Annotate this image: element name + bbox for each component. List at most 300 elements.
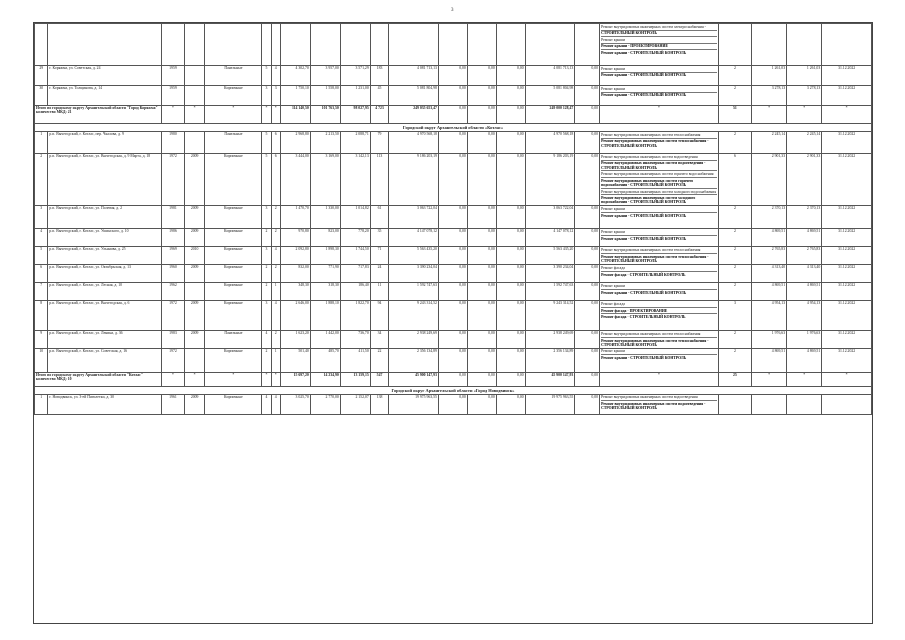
work-item: Ремонт крыши <box>601 66 717 73</box>
cost-municipal: 0,00 <box>496 132 525 154</box>
unit-cost: 2 901,33 <box>751 154 786 206</box>
total-dot: * <box>184 106 205 124</box>
address-cell: р.п. Вычегодский, г. Котлас, ул. Лесная, д. 10 <box>48 283 162 301</box>
total-area: 1 623,20 <box>280 331 310 348</box>
unit-cost: 1 976,63 <box>751 331 786 348</box>
residents-sum: 4 723 <box>370 106 389 124</box>
empty-cell <box>525 24 575 66</box>
work-item: Ремонт внутридомовых инженерных систем водоотведения - СТРОИТЕЛЬНЫЙ КОНТРОЛЬ <box>601 401 706 411</box>
cost-federal: 0,00 <box>438 331 467 348</box>
cost-municipal: 0,00 <box>496 331 525 348</box>
cost-other-sum: 0,00 <box>575 372 600 386</box>
works-cell <box>600 86 719 106</box>
cost-regional: 0,00 <box>467 348 496 372</box>
year-renovated: 2009 <box>184 394 205 414</box>
unit-cost: 4 869,51 <box>751 283 786 301</box>
floors: 2 <box>262 229 271 247</box>
total-area-sum: 114 140,50 <box>280 106 310 124</box>
total-area: 970,80 <box>280 229 310 247</box>
work-item: Ремонт фасада - СТРОИТЕЛЬНЫЙ КОНТРОЛЬ <box>601 272 686 277</box>
address-cell: р.п. Вычегодский, г. Котлас, пер. Чкалова, д. 9 <box>48 132 162 154</box>
cost-other: 0,00 <box>575 66 600 86</box>
total-area: 1 470,70 <box>280 206 310 229</box>
owner-area-sum: 13 159,15 <box>340 372 370 386</box>
cost-owners: 5 563 435,20 <box>525 247 575 265</box>
works-cell <box>600 66 719 86</box>
unit-cost: 4 313,40 <box>751 265 786 283</box>
completion-date: 31.12.2022 <box>822 229 872 247</box>
work-item: Ремонт крыши - СТРОИТЕЛЬНЫЙ КОНТРОЛЬ <box>601 355 687 360</box>
row-number: 8 <box>35 301 48 331</box>
cost-owners: 5 081 804,98 <box>525 86 575 106</box>
residents: 45 <box>370 86 389 106</box>
cost-regional: 0,00 <box>467 206 496 229</box>
total-area: 4 302,70 <box>280 66 310 86</box>
unit-cost-limit: 2 765,83 <box>787 247 822 265</box>
work-item: Ремонт внутридомовых инженерных систем водоотведения <box>601 154 717 161</box>
table-row <box>35 206 872 229</box>
year-built: 1961 <box>162 394 185 414</box>
unit-cost: 4 954,13 <box>751 301 786 331</box>
unit-cost-limit: 1 261,03 <box>787 66 822 86</box>
cost-municipal: 0,00 <box>496 283 525 301</box>
completion-date: 31.12.2022 <box>822 66 872 86</box>
residents: 138 <box>370 394 389 414</box>
row-number: 3 <box>35 206 48 229</box>
year-renovated: 2009 <box>184 229 205 247</box>
cost-other: 0,00 <box>575 265 600 283</box>
address-cell: г. Новодвинск, ул. 3-ей Пятилетки, д. 30 <box>48 394 162 414</box>
wall-material: Кирпичные <box>205 301 262 331</box>
total-area: 1 750,10 <box>280 86 310 106</box>
residents: 34 <box>370 331 389 348</box>
year-renovated: 2009 <box>184 265 205 283</box>
residential-area: 1 330,00 <box>310 206 340 229</box>
cost-owners: 2 356 134,89 <box>525 348 575 372</box>
wall-material: Кирпичные <box>205 154 262 206</box>
cost-regional: 0,00 <box>467 66 496 86</box>
cost-municipal: 0,00 <box>496 229 525 247</box>
unit-cost: 1 261,03 <box>751 66 786 86</box>
cost-total: 5 081 804,98 <box>389 86 439 106</box>
residential-area: 2 770,00 <box>310 394 340 414</box>
cost-owners-sum: 249 000 128,47 <box>525 106 575 124</box>
work-item: Ремонт фасада - СТРОИТЕЛЬНЫЙ КОНТРОЛЬ <box>601 315 686 320</box>
cost-federal: 0,00 <box>438 86 467 106</box>
owner-area: 1 744,50 <box>340 247 370 265</box>
cost-total: 1 592 747,63 <box>389 283 439 301</box>
total-label: Итого по городскому округу Архангельской области "Котлас" количество МКД: 10 <box>35 372 162 386</box>
cost-regional: 0,00 <box>467 283 496 301</box>
cost-federal-sum: 0,00 <box>438 372 467 386</box>
cost-total: 4 081 713,13 <box>389 66 439 86</box>
empty-cell <box>35 24 48 66</box>
completion-date: 31.12.2022 <box>822 206 872 229</box>
cost-total: 2 356 134,89 <box>389 348 439 372</box>
residential-area: 3 957,00 <box>310 66 340 86</box>
table-row <box>35 301 872 331</box>
entrances: 3 <box>271 86 280 106</box>
unit-cost: 4 869,51 <box>751 348 786 372</box>
cost-municipal: 0,00 <box>496 66 525 86</box>
completion-date <box>822 394 872 414</box>
floors: 3 <box>262 247 271 265</box>
unit-cost-limit: 2 245,14 <box>787 132 822 154</box>
cost-federal: 0,00 <box>438 154 467 206</box>
year-built: 1972 <box>162 301 185 331</box>
residential-area-sum: 14 234,90 <box>310 372 340 386</box>
table-row-fragment <box>35 24 872 66</box>
works-cell <box>600 206 719 229</box>
completion-date: 31.12.2022 <box>822 86 872 106</box>
unit-cost-limit: 4 954,13 <box>787 301 822 331</box>
total-dot: * <box>262 106 271 124</box>
year-renovated: 2010 <box>184 247 205 265</box>
owner-area: 411,50 <box>340 348 370 372</box>
works-cell <box>600 229 719 247</box>
work-item: Ремонт фасада <box>601 301 717 308</box>
cost-owners: 1 592 747,63 <box>525 283 575 301</box>
work-count: 2 <box>718 132 751 154</box>
cost-municipal-sum: 0,00 <box>496 372 525 386</box>
work-item: Ремонт крыши - СТРОИТЕЛЬНЫЙ КОНТРОЛЬ <box>601 236 687 241</box>
work-item: Ремонт крыши - СТРОИТЕЛЬНЫЙ КОНТРОЛЬ <box>601 93 687 98</box>
work-item: Ремонт крыши - ПРОЕКТИРОВАНИЕ <box>601 44 717 51</box>
works-cell <box>600 348 719 372</box>
empty-cell <box>787 24 822 66</box>
cost-total: 19 975 963,55 <box>389 394 439 414</box>
cost-regional: 0,00 <box>467 154 496 206</box>
wall-material: Панельные <box>205 132 262 154</box>
work-count: 2 <box>718 206 751 229</box>
year-built: 1960 <box>162 265 185 283</box>
floors: 2 <box>262 348 271 372</box>
row-number: 7 <box>35 283 48 301</box>
cost-federal: 0,00 <box>438 265 467 283</box>
residential-area: 771,90 <box>310 265 340 283</box>
row-number: 5 <box>35 247 48 265</box>
cost-other: 0,00 <box>575 247 600 265</box>
work-item: Ремонт внутридомовых инженерных систем теплоснабжения - СТРОИТЕЛЬНЫЙ КОНТРОЛЬ <box>601 338 709 347</box>
unit-cost-limit: 2 901,33 <box>787 154 822 206</box>
residential-area: 318,30 <box>310 283 340 301</box>
cost-total: 5 563 435,20 <box>389 247 439 265</box>
total-dot: * <box>184 372 205 386</box>
work-item: Ремонт фасада - ПРОЕКТИРОВАНИЕ <box>601 308 717 315</box>
wall-material: Кирпичные <box>205 247 262 265</box>
wall-material: Кирпичные <box>205 348 262 372</box>
section-row <box>35 386 872 394</box>
work-item: Ремонт крыши <box>601 229 717 236</box>
year-built: 1980 <box>162 132 185 154</box>
floors: 5 <box>262 66 271 86</box>
total-dot: * <box>751 372 786 386</box>
entrances: 4 <box>271 394 280 414</box>
entrances: 2 <box>271 265 280 283</box>
address-cell: г. Коряжма, ул. Толщинова, д. 14 <box>48 86 162 106</box>
year-built: 1981 <box>162 206 185 229</box>
cost-other: 0,00 <box>575 394 600 414</box>
residents: 183 <box>370 66 389 86</box>
total-area: 2 092,80 <box>280 247 310 265</box>
cost-regional: 0,00 <box>467 301 496 331</box>
work-count-sum: 25 <box>718 372 751 386</box>
work-item: Ремонт внутридомовых инженерных систем холодного водоснабжения <box>601 189 717 194</box>
section-title: Городской округ Архангельской области «Город Новодвинск» <box>35 386 872 394</box>
row-number: 10 <box>35 348 48 372</box>
completion-date: 31.12.2022 <box>822 331 872 348</box>
unit-cost: 3 278,13 <box>751 86 786 106</box>
cost-municipal: 0,00 <box>496 206 525 229</box>
work-count: 2 <box>718 283 751 301</box>
unit-cost: 4 869,51 <box>751 229 786 247</box>
work-item: Ремонт внутридомовых инженерных систем теплоснабжения - СТРОИТЕЛЬНЫЙ КОНТРОЛЬ <box>601 139 709 148</box>
works-cell <box>600 394 719 414</box>
empty-cell <box>280 24 310 66</box>
address-cell: р.п. Вычегодский, г. Котлас, ул. Ушинского, д. 10 <box>48 229 162 247</box>
entrances: 1 <box>271 283 280 301</box>
year-built: 1969 <box>162 247 185 265</box>
total-dot: * <box>205 106 262 124</box>
address-cell: р.п. Вычегодский, г. Котлас, ул. Советская, д. 16 <box>48 348 162 372</box>
completion-date: 31.12.2022 <box>822 265 872 283</box>
work-count: 2 <box>718 265 751 283</box>
residents: 79 <box>370 132 389 154</box>
empty-cell <box>389 24 439 66</box>
residents-sum: 547 <box>370 372 389 386</box>
cost-municipal: 0,00 <box>496 394 525 414</box>
section-title: Городской округ Архангельской области «Котлас» <box>35 124 872 132</box>
total-area: 832,00 <box>280 265 310 283</box>
completion-date: 31.12.2022 <box>822 247 872 265</box>
cost-federal: 0,00 <box>438 348 467 372</box>
total-dot: * <box>271 106 280 124</box>
cost-federal-sum: 0,00 <box>438 106 467 124</box>
year-renovated <box>184 132 205 154</box>
owner-area: 186,40 <box>340 283 370 301</box>
total-area: 3 025,70 <box>280 394 310 414</box>
empty-cell <box>271 24 280 66</box>
residents: 35 <box>370 229 389 247</box>
cost-regional: 0,00 <box>467 394 496 414</box>
cost-total: 3 390 234,04 <box>389 265 439 283</box>
cost-federal: 0,00 <box>438 132 467 154</box>
empty-cell <box>310 24 340 66</box>
total-dot: * <box>600 372 719 386</box>
section-row <box>35 124 872 132</box>
cost-total-sum: 249 035 653,47 <box>389 106 439 124</box>
work-count: 6 <box>718 154 751 206</box>
cost-regional: 0,00 <box>467 247 496 265</box>
row-number: 6 <box>35 265 48 283</box>
total-area: 501,40 <box>280 348 310 372</box>
total-dot: * <box>822 372 872 386</box>
empty-cell <box>370 24 389 66</box>
total-area: 2 646,00 <box>280 301 310 331</box>
work-item: Ремонт крыши - СТРОИТЕЛЬНЫЙ КОНТРОЛЬ <box>601 213 687 218</box>
residents: 61 <box>370 206 389 229</box>
address-cell: р.п. Вычегодский, г. Котлас, ул. Октябрьская, д. 13 <box>48 265 162 283</box>
floors: 3 <box>262 301 271 331</box>
floors: 4 <box>262 331 271 348</box>
year-built: 1972 <box>162 154 185 206</box>
total-row <box>35 106 872 124</box>
residents: 71 <box>370 247 389 265</box>
cost-total: 9 243 314,52 <box>389 301 439 331</box>
work-count: 2 <box>718 247 751 265</box>
work-item: Ремонт внутридомовых инженерных систем теплоснабжения - СТРОИТЕЛЬНЫЙ КОНТРОЛЬ <box>601 254 709 263</box>
cost-federal: 0,00 <box>438 283 467 301</box>
completion-date: 31.12.2022 <box>822 154 872 206</box>
residential-area: 1 898,30 <box>310 247 340 265</box>
work-item: Ремонт внутридомовых инженерных систем водоотведения - СТРОИТЕЛЬНЫЙ КОНТРОЛЬ <box>601 161 717 172</box>
total-area: 348,30 <box>280 283 310 301</box>
table-row <box>35 394 872 414</box>
cost-total: 2 938 249,69 <box>389 331 439 348</box>
floors: 3 <box>262 86 271 106</box>
owner-area: 2 152,07 <box>340 394 370 414</box>
work-count: 2 <box>718 86 751 106</box>
year-renovated: 2009 <box>184 331 205 348</box>
owner-area: 1 231,00 <box>340 86 370 106</box>
owner-area: 3 142,13 <box>340 154 370 206</box>
work-item: Ремонт внутридомовых инженерных систем теплоснабжения <box>601 132 717 139</box>
year-built: 1959 <box>162 86 185 106</box>
wall-material: Кирпичные <box>205 283 262 301</box>
cost-other: 0,00 <box>575 206 600 229</box>
work-item: Ремонт внутридомовых инженерных систем водоотведения <box>601 395 717 402</box>
completion-date: 31.12.2022 <box>822 348 872 372</box>
residents: 11 <box>370 283 389 301</box>
wall-material: Кирпичные <box>205 86 262 106</box>
table-row <box>35 331 872 348</box>
residential-area: 2 213,50 <box>310 132 340 154</box>
row-number: 9 <box>35 331 48 348</box>
work-item: Ремонт крыши <box>601 86 717 93</box>
cost-total-sum: 45 900 147,93 <box>389 372 439 386</box>
cost-owners: 4 970 568,18 <box>525 132 575 154</box>
address-cell: р.п. Вычегодский, г. Котлас, ул. Вычегодская, д. 6 <box>48 301 162 331</box>
total-dot: * <box>205 372 262 386</box>
cost-federal: 0,00 <box>438 229 467 247</box>
works-cell <box>600 265 719 283</box>
total-dot: * <box>162 372 185 386</box>
work-item: Ремонт крыши - СТРОИТЕЛЬНЫЙ КОНТРОЛЬ <box>601 73 687 78</box>
unit-cost: 2 765,83 <box>751 247 786 265</box>
unit-cost-limit: 2 370,13 <box>787 206 822 229</box>
cost-regional-sum: 0,00 <box>467 106 496 124</box>
residents: 24 <box>370 265 389 283</box>
unit-cost: 2 370,13 <box>751 206 786 229</box>
cost-regional: 0,00 <box>467 132 496 154</box>
owner-area: 3 571,29 <box>340 66 370 86</box>
cost-owners: 19 975 963,55 <box>525 394 575 414</box>
table-row <box>35 348 872 372</box>
work-item: Ремонт фасада <box>601 265 717 272</box>
year-renovated <box>184 283 205 301</box>
row-number: 30 <box>35 86 48 106</box>
row-number: 2 <box>35 154 48 206</box>
unit-cost-limit: 1 976,63 <box>787 331 822 348</box>
empty-cell <box>205 24 262 66</box>
residential-area: 1 442,00 <box>310 331 340 348</box>
wall-material: Кирпичные <box>205 394 262 414</box>
cost-owners: 4 147 078,12 <box>525 229 575 247</box>
cost-owners: 9 243 314,52 <box>525 301 575 331</box>
empty-cell <box>438 24 467 66</box>
address-cell: р.п. Вычегодский, г. Котлас, ул. Вычегодская, д. 9 Марта, д. 18 <box>48 154 162 206</box>
work-item: Ремонт внутридомовых инженерных систем холодного водоснабжения - СТРОИТЕЛЬНЫЙ КОНТРОЛЬ <box>601 196 696 205</box>
work-item: Ремонт крыши - СТРОИТЕЛЬНЫЙ КОНТРОЛЬ <box>601 50 687 55</box>
residential-area: 3 169,00 <box>310 154 340 206</box>
empty-cell <box>48 24 162 66</box>
total-area: 3 444,00 <box>280 154 310 206</box>
cost-federal: 0,00 <box>438 301 467 331</box>
cost-municipal: 0,00 <box>496 265 525 283</box>
floors: 2 <box>262 265 271 283</box>
cost-federal: 0,00 <box>438 394 467 414</box>
entrances: 4 <box>271 301 280 331</box>
year-built: 1983 <box>162 331 185 348</box>
cost-municipal: 0,00 <box>496 154 525 206</box>
owner-area: 778,20 <box>340 229 370 247</box>
work-item: Ремонт крыши <box>601 37 717 44</box>
entrances: 6 <box>271 154 280 206</box>
cost-other: 0,00 <box>575 154 600 206</box>
work-item: Ремонт внутридомовых инженерных систем горячего водоснабжения - СТРОИТЕЛЬНЫЙ КОНТРОЛЬ <box>601 178 717 189</box>
table-row <box>35 154 872 206</box>
total-area-sum: 15 697,20 <box>280 372 310 386</box>
work-item: Ремонт внутридомовых инженерных систем электроснабжения - <box>601 24 717 31</box>
work-item: Ремонт внутридомовых инженерных систем горячего водоснабжения <box>601 171 717 178</box>
owner-area: 736,70 <box>340 331 370 348</box>
table-row <box>35 265 872 283</box>
cost-other: 0,00 <box>575 301 600 331</box>
cost-regional-sum: 0,00 <box>467 372 496 386</box>
empty-cell <box>162 24 185 66</box>
row-number: 29 <box>35 66 48 86</box>
cost-other: 0,00 <box>575 132 600 154</box>
cost-regional: 0,00 <box>467 229 496 247</box>
cost-total: 3 063 722,04 <box>389 206 439 229</box>
owner-area: 1 822,70 <box>340 301 370 331</box>
cost-owners: 2 938 249,69 <box>525 331 575 348</box>
year-built: 1962 <box>162 283 185 301</box>
cost-municipal: 0,00 <box>496 348 525 372</box>
entrances: 4 <box>271 66 280 86</box>
works-cell <box>600 331 719 348</box>
works-cell <box>600 154 719 206</box>
year-renovated <box>184 86 205 106</box>
empty-cell <box>262 24 271 66</box>
cost-owners: 9 186 203,19 <box>525 154 575 206</box>
floors: 5 <box>262 132 271 154</box>
row-number: 1 <box>35 132 48 154</box>
cost-federal: 0,00 <box>438 66 467 86</box>
cost-owners: 4 081 713,13 <box>525 66 575 86</box>
total-dot: * <box>822 106 872 124</box>
unit-cost-limit: 4 869,51 <box>787 348 822 372</box>
cost-federal: 0,00 <box>438 206 467 229</box>
wall-material: Кирпичные <box>205 229 262 247</box>
entrances: 2 <box>271 331 280 348</box>
unit-cost-limit: 4 313,40 <box>787 265 822 283</box>
works-cell <box>600 301 719 331</box>
owner-area: 1 014,82 <box>340 206 370 229</box>
total-dot: * <box>162 106 185 124</box>
unit-cost-limit <box>787 394 822 414</box>
cost-regional: 0,00 <box>467 86 496 106</box>
